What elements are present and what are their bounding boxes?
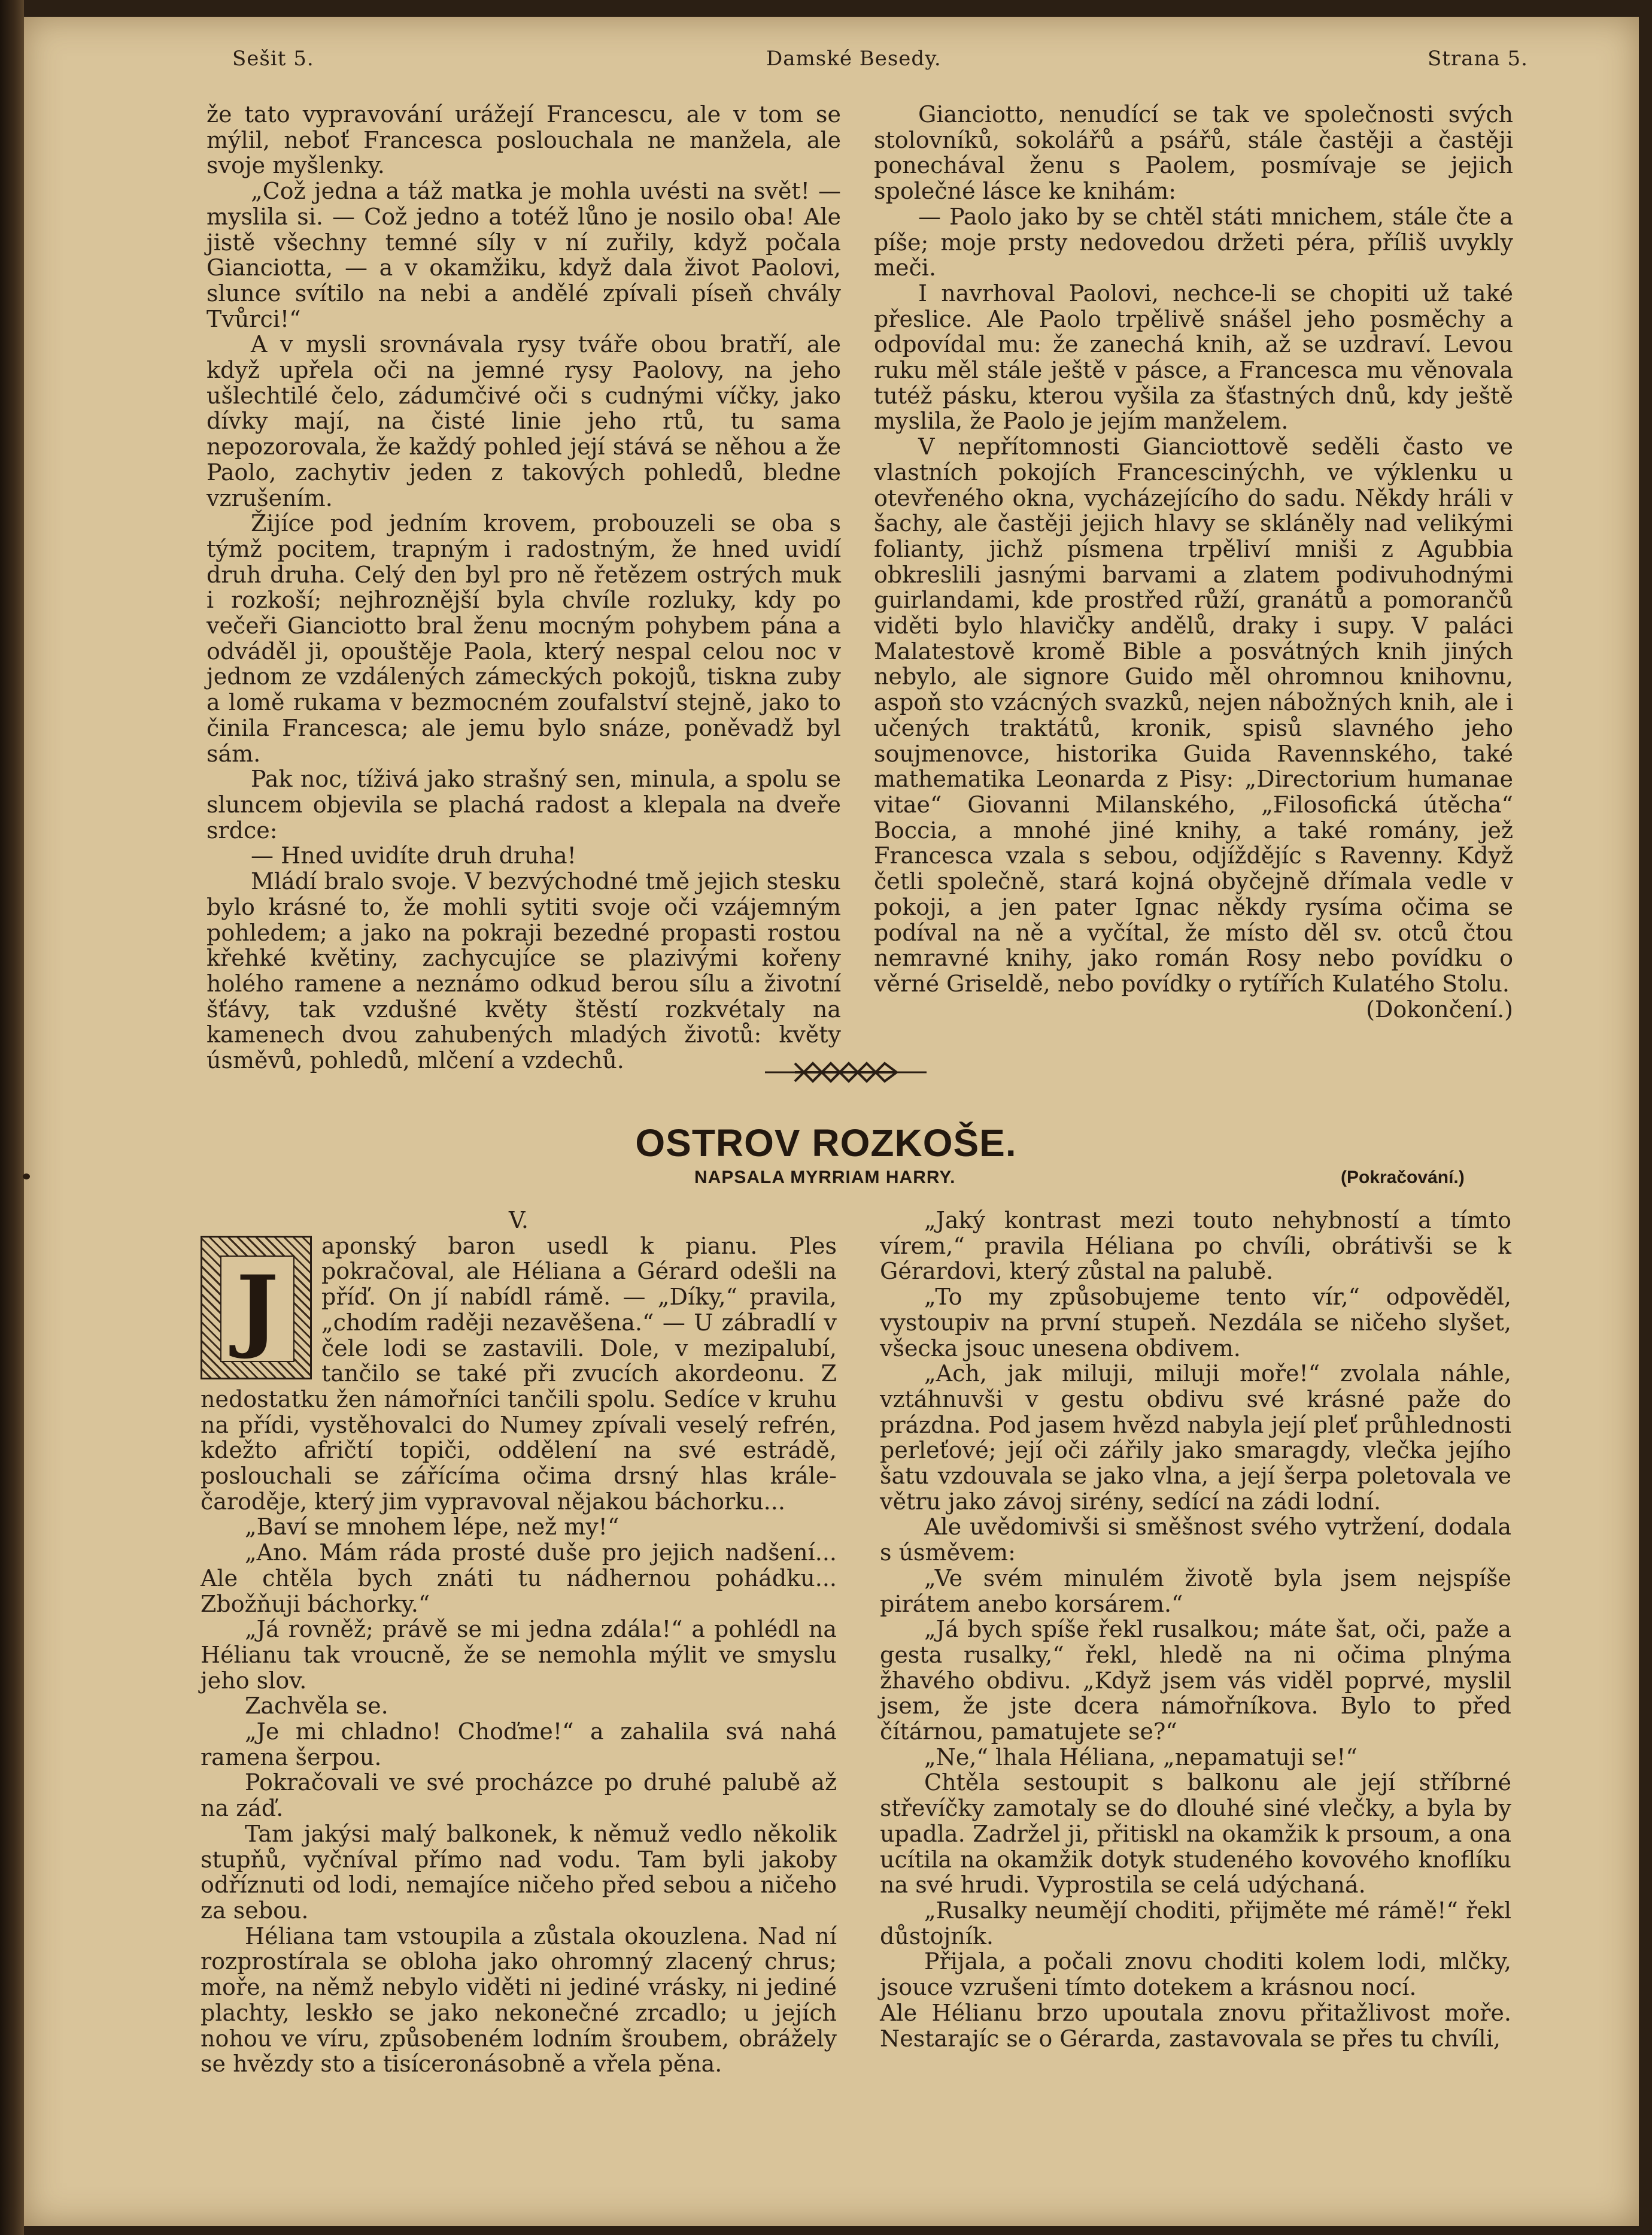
paragraph-text: aponský baron usedl k pianu. Ples pokračoval, ale Héliana a Gérard odešli na příď. On jí nabídl rámě. — „Díky,“ pravila, „chodím raději nezavěšena.“ — U zábradlí v čele lodi se zastavili. Dole, v mezipalubí, tančilo se také při zvucích akordeonu. Z nedostatku žen námořníci tančili spolu. Sedíce v kruhu na přídi, vystěhovalci do Numey zpívali veselý refrén, kdežto afričtí topiči, oddělení na své estrádě, poslouchali se zářícíma očima drsný hlas krále-čaroděje, který jim vypravoval nějakou báchorku...	[201, 1232, 837, 1515]
drop-cap-letter: J	[220, 1256, 294, 1362]
paragraph-text: Ale uvědomivši si směšnost svého vytržení, dodala s úsměvem:	[880, 1514, 1511, 1566]
column-3	[201, 1208, 837, 2077]
paragraph	[880, 1361, 1511, 1514]
paragraph-text: „Je mi chladno! Choďme!“ a zahalila svá nahá ramena šerpou.	[201, 1718, 837, 1770]
paragraph-text: (Dokončení.)	[1366, 996, 1513, 1023]
paragraph	[201, 1617, 837, 1693]
paragraph-text: Pak noc, tíživá jako strašný sen, minula, a spolu se sluncem objevila se plachá radost a klepala na dveře srdce:	[206, 766, 841, 844]
paragraph-text: „Což jedna a táž matka je mohla uvésti na svět! — myslila si. — Což jedno a totéž lůno je nosilo oba! Ale jistě všechny temné síly v ní zuřily, když počala Gianciotta, — a v okamžiku, když dala život Paolovi, slunce svítilo na nebi a andělé zpívali píseň chvály Tvůrci!“	[206, 178, 841, 332]
paragraph	[206, 511, 841, 766]
paragraph-text: — Hned uvidíte druh druha!	[251, 842, 576, 869]
paragraph-text: že tato vypravování urážejí Francescu, ale v tom se mýlil, neboť Francesca poslouchala ne manžela, ale svoje myšlenky.	[206, 101, 841, 179]
paragraph-text: Tam jakýsi malý balkonek, k němuž vedlo několik stupňů, vyčníval přímo nad vodu. Tam byli jakoby odříznuti od lodi, nemajíce ničeho před sebou a ničeho za sebou.	[201, 1820, 837, 1924]
paragraph	[206, 178, 841, 332]
paragraph	[206, 869, 841, 1073]
article-byline: NAPSALA MYRRIAM HARRY.	[694, 1167, 956, 1187]
paragraph	[880, 1745, 1511, 1770]
paragraph-text: „Rusalky neumějí choditi, přijměte mé rámě!“ řekl důstojník.	[880, 1897, 1511, 1949]
paragraph-text: „Já bych spíše řekl rusalkou; máte šat, oči, paže a gesta rusalky,“ řekl, hledě na ni očima plnýma žhavého obdivu. „Když jsem vás viděl poprvé, myslil jsem, že jste dcera námořníkova. Bylo to před čítárnou, pamatujete se?“	[880, 1616, 1511, 1745]
paragraph	[874, 281, 1513, 434]
paragraph	[201, 1770, 837, 1821]
paragraph	[201, 1719, 837, 1770]
paragraph-text: Zachvěla se.	[245, 1693, 388, 1720]
paragraph	[880, 1949, 1511, 2000]
paragraph-text: Ale Hélianu brzo upoutala znovu přitažlivost moře. Nestarajíc se o Gérarda, zastavovala se přes tu chvíli,	[880, 1999, 1511, 2052]
paragraph	[201, 1540, 837, 1617]
header-page-number: Strana 5.	[1428, 47, 1528, 71]
binding-edge	[0, 0, 24, 2235]
paragraph-text: Pokračovali ve své procházce po druhé palubě až na záď.	[201, 1769, 837, 1822]
paragraph	[880, 1566, 1511, 1617]
paragraph-text: „Já rovněž; právě se mi jedna zdála!“ a pohlédl na Hélianu tak vroucně, že se nemohla mýlit ve smyslu jeho slov.	[201, 1616, 837, 1694]
column-4	[880, 1208, 1511, 2051]
chapter-number: V.	[509, 1207, 529, 1233]
paragraph-text: „To my způsobujeme tento vír,“ odpověděl, vystoupiv na první stupeň. Nezdála se ničeho slyšet, všecka jsouc unesena obdivem.	[880, 1284, 1511, 1361]
paragraph	[206, 102, 841, 178]
paragraph-text: — Paolo jako by se chtěl státi mnichem, stále čte a píše; moje prsty nedovedou držeti péra, příliš uvykly meči.	[874, 203, 1513, 281]
paragraph	[880, 1770, 1511, 1898]
paragraph	[201, 1514, 837, 1540]
paragraph-text: „Ve svém minulém životě byla jsem nejspíše pirátem anebo korsárem.“	[880, 1564, 1511, 1617]
paragraph	[880, 1208, 1511, 1284]
paragraph	[874, 204, 1513, 281]
paragraph	[206, 843, 841, 869]
paragraph-text: Mládí bralo svoje. V bezvýchodné tmě jejich stesku bylo krásné to, že mohli sytiti svoje oči vzájemným pohledem; a jako na pokraji bezedné propasti rostou křehké květiny, zachycujíce se plazivými kořeny holého ramene a neznámo odkud berou sílu a životní šťávy, tak vzdušné květy štěstí rozkvétaly na kamenech dvou zahubených mladých životů: květy úsměvů, pohledů, mlčení a vzdechů.	[206, 868, 841, 1074]
paragraph	[874, 434, 1513, 996]
paragraph-text: Přijala, a počali znovu choditi kolem lodi, mlčky, jsouce vzrušeni tímto dotekem a krásnou nocí.	[880, 1948, 1511, 2001]
paragraph-text: V nepřítomnosti Gianciottově seděli často ve vlastních pokojích Francescinýchh, ve výklenku u otevřeného okna, vycházejícího do sadu. Někdy hráli v šachy, ale častěji jejich hlavy se skláněly nad velikými folianty, jichž písmena trpěliví mniši z Agubbia obkreslili jasnými barvami a zlatem podivuhodnými guirlandami, kde prostřed růží, granátů a pomorančů viděti bylo hlavičky andělů, draky i supy. V paláci Malatestově kromě Bible a posvátných knih jiných nebylo, ale signore Guido měl ohromnou knihovnu, aspoň sto vzácných svazků, nejen nábožných knih, ale i učených traktátů, kronik, spisů slavného jeho soujmenovce, historika Guida Ravennského, také mathematika Leonarda z Pisy: „Directorium humanae vitae“ Giovanni Milanského, „Filosofická útěcha“ Boccia, a mnohé jiné knihy, a také romány, jež Francesca vzala s sebou, odjíždějíc s Ravenny. Když četli společně, stará kojná obyčejně dřímala vedle v pokoji, a jen pater Ignac někdy rysíma očima se podíval na ně a vyčítal, že místo děl sv. otců čtou nemravné knihy, jako román Rosy nebo povídku o věrné Griseldě, nebo povídky o rytířích Kulatého Stolu.	[874, 433, 1513, 997]
paragraph	[206, 766, 841, 843]
article-continued-note: (Pokračování.)	[1341, 1167, 1465, 1187]
paragraph-text: Gianciotto, nenudící se tak ve společnosti svých stolovníků, sokolářů a psářů, stále častěji a častěji ponechával ženu s Paolem, posmívaje se jejich společné lásce ke knihám:	[874, 101, 1513, 205]
paragraph	[206, 332, 841, 511]
paragraph-text: Žijíce pod jedním krovem, probouzeli se oba s týmž pocitem, trapným i radostným, že hned uvidí druh druha. Celý den byl pro ně řetězem ostrých muk i rozkoší; nejhroznější byla chvíle rozluky, kdy po večeři Gianciotto bral ženu mocným pohybem pána a odváděl ji, opouštěje Paola, který nespal celou noc v jednom ze vzdálených zámeckých pokojů, tiskna zuby a lomě rukama v bezmocném zoufalství stejně, jako to činila Francesca; ale jemu bylo snáze, poněvadž byl sám.	[206, 510, 841, 767]
drop-cap	[201, 1236, 312, 1379]
paragraph	[201, 1821, 837, 1924]
paragraph	[201, 1233, 837, 1515]
paragraph	[880, 1284, 1511, 1361]
paragraph	[201, 1924, 837, 2077]
paragraph	[880, 2000, 1511, 2051]
paragraph-text: Héliana tam vstoupila a zůstala okouzlena. Nad ní rozprostírala se obloha jako ohromný zlacený chrus; moře, na němž nebylo viděti ni jediné vrásky, ni jediné plachty, leskło se jako nekonečné zrcadlo; u jejích nohou ve víru, způsobeném lodním šroubem, obrážely se hvězdy sto a tisíceronásobně a vřela pěna.	[201, 1922, 837, 2078]
paragraph	[880, 1514, 1511, 1565]
paragraph	[874, 997, 1513, 1023]
header-issue: Sešit 5.	[232, 47, 314, 71]
paragraph	[880, 1617, 1511, 1745]
article-title: OSTROV ROZKOŠE.	[635, 1121, 1017, 1164]
paragraph	[880, 1898, 1511, 1949]
paragraph-text: „Ano. Mám ráda prosté duše pro jejich nadšení... Ale chtěla bych znáti tu nádhernou pohádku... Zbožňuji báchorky.“	[201, 1539, 837, 1617]
paragraph-text: „Ne,“ lhala Héliana, „nepamatuji se!“	[924, 1743, 1358, 1770]
paragraph-text: Chtěla sestoupit s balkonu ale její stříbrné střevíčky zamotaly se do dlouhé siné vlečky, a byla by upadla. Zadržel ji, přitiskl na okamžik k prsoum, a ona ucítila na okamžik dotyk studeného kovového knoflíku na své hrudi. Vyprostila se celá udýchaná.	[880, 1769, 1511, 1899]
paragraph-text: I navrhoval Paolovi, nechce-li se chopiti už také přeslice. Ale Paolo trpělivě snášel jeho posměchy a odpovídal mu: že zanechá knih, až se uzdraví. Levou ruku měl stále ještě v pásce, a Francesca mu věnovala tutéž pásku, kterou vyšila za šťastných dnů, kdy ještě myslila, že Paolo je jejím manželem.	[874, 280, 1513, 435]
header-magazine-title: Damské Besedy.	[766, 47, 942, 71]
paragraph	[874, 102, 1513, 204]
paragraph-text: „Baví se mnohem lépe, než my!“	[245, 1514, 620, 1540]
paragraph-text: A v mysli srovnávala rysy tváře obou bratří, ale když upřela oči na jemné rysy Paolovy, na jeho ušlechtilé čelo, zádumčivé oči s cudnými víčky, jako dívky mají, na čisté linie jeho rtů, tu sama nepozorovala, že každý pohled její stává se něhou a že Paolo, zachytiv jeden z takových pohledů, bledne vzrušením.	[206, 331, 841, 511]
column-2	[874, 102, 1513, 1022]
paragraph-text: „Jaký kontrast mezi touto nehybností a tímto vírem,“ pravila Héliana po chvíli, obrátivši se k Gérardovi, který zůstal na palubě.	[880, 1207, 1511, 1285]
paragraph-text: „Ach, jak miluji, miluji moře!“ zvolala náhle, vztáhnuvši v gestu obdivu své krásné paže do prázdna. Pod jasem hvězd nabyla její pleť průhlednosti perleťové; její oči zářily jako smaragdy, vlečka jejího šatu vzdouvala se jako vlna, a její šerpa poletovala ve větru jako závoj sirény, sedící na zádi lodní.	[880, 1360, 1511, 1515]
column-1	[206, 102, 841, 1073]
paragraph	[201, 1693, 837, 1719]
ornament-divider	[765, 1057, 927, 1087]
margin-mark	[23, 1173, 30, 1179]
